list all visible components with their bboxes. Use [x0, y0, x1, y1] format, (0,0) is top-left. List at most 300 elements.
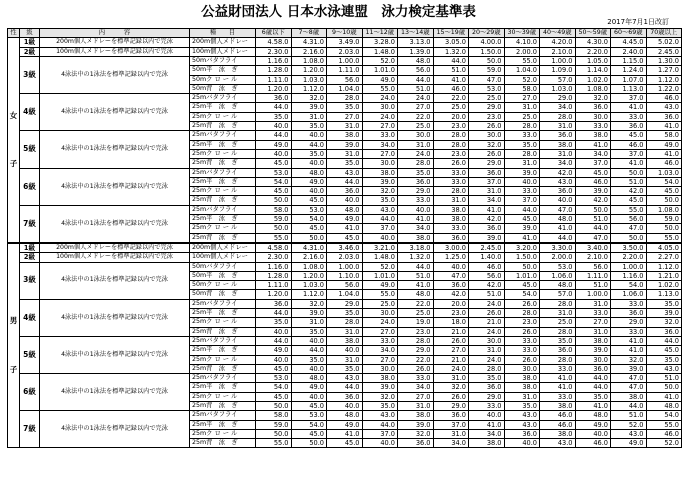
event-cell: 25mク ロ ー ル [190, 112, 256, 121]
time-cell: 2.45.0 [469, 243, 505, 253]
time-cell: 2.10.0 [575, 253, 611, 262]
time-cell: 45.0 [611, 196, 647, 205]
time-cell: 23.0 [504, 318, 540, 327]
header-cell: 60〜69歳 [611, 29, 647, 38]
time-cell: 29.0 [540, 94, 576, 103]
time-cell: 19.0 [398, 318, 434, 327]
time-cell: 1.11.0 [256, 75, 292, 84]
grade-cell: 1級 [20, 243, 40, 253]
header-cell: 30〜39歳 [504, 29, 540, 38]
time-cell: 1.21.0 [646, 271, 682, 280]
time-cell: 49.0 [291, 383, 327, 392]
time-cell: 40.0 [327, 401, 363, 410]
time-cell: 28.0 [327, 318, 363, 327]
time-cell: 38.0 [433, 205, 469, 214]
time-cell: 1.16.0 [256, 262, 292, 271]
time-cell: 44.0 [256, 309, 292, 318]
event-cell: 50m平 泳 ぎ [190, 271, 256, 280]
event-cell: 25m平 泳 ぎ [190, 420, 256, 429]
time-cell: 32.0 [291, 94, 327, 103]
time-cell: 51.0 [611, 411, 647, 420]
time-cell: 40.0 [327, 346, 363, 355]
time-cell: 38.0 [611, 392, 647, 401]
time-cell: 48.0 [327, 205, 363, 214]
time-cell: 27.0 [362, 149, 398, 158]
time-cell: 2.40.0 [611, 47, 647, 56]
time-cell: 37.0 [433, 420, 469, 429]
time-cell: 3.46.0 [327, 243, 363, 253]
time-cell: 30.0 [504, 364, 540, 373]
event-cell: 25m背 泳 ぎ [190, 401, 256, 410]
time-cell: 45.0 [327, 233, 363, 243]
sex-char: 子 [9, 364, 18, 374]
event-cell: 25mク ロ ー ル [190, 429, 256, 438]
time-cell: 22.0 [398, 355, 434, 364]
time-cell: 23.0 [433, 309, 469, 318]
time-cell: 35.0 [291, 355, 327, 364]
time-cell: 1.24.0 [611, 66, 647, 75]
time-cell: 27.0 [433, 346, 469, 355]
time-cell: 41.0 [575, 401, 611, 410]
event-cell: 25m平 泳 ぎ [190, 215, 256, 224]
event-cell: 25mク ロ ー ル [190, 355, 256, 364]
time-cell: 48.0 [327, 411, 363, 420]
header-cell: 種 目 [190, 29, 256, 38]
time-cell: 50.0 [256, 429, 292, 438]
event-cell: 25mク ロ ー ル [190, 318, 256, 327]
time-cell: 50.0 [256, 196, 292, 205]
time-cell: 33.0 [611, 112, 647, 121]
time-cell: 3.50.0 [611, 243, 647, 253]
time-cell: 33.0 [398, 374, 434, 383]
event-cell: 25mバタフライ [190, 168, 256, 177]
time-cell: 31.0 [540, 149, 576, 158]
time-cell: 32.0 [291, 299, 327, 308]
time-cell: 1.00.0 [540, 57, 576, 66]
time-cell: 1.22.0 [646, 84, 682, 93]
time-cell: 37.0 [611, 94, 647, 103]
time-cell: 50.0 [575, 205, 611, 214]
table-row [8, 131, 682, 140]
time-cell: 25.0 [398, 122, 434, 131]
event-cell: 25m背 泳 ぎ [190, 159, 256, 168]
time-cell: 29.0 [469, 103, 505, 112]
time-cell: 43.0 [540, 439, 576, 448]
time-cell: 33.0 [433, 177, 469, 186]
time-cell: 1.39.0 [398, 47, 434, 56]
time-cell: 45.0 [291, 224, 327, 233]
time-cell: 59.0 [256, 215, 292, 224]
time-cell: 35.0 [327, 309, 363, 318]
time-cell: 42.0 [540, 168, 576, 177]
time-cell: 36.0 [327, 392, 363, 401]
grade-cell: 1級 [20, 38, 40, 47]
time-cell: 37.0 [575, 159, 611, 168]
sex-cell [8, 38, 20, 243]
content-cell: 4泳法中の1泳法を標準記録以内で完泳 [40, 299, 190, 336]
grade-cell: 2級 [20, 253, 40, 262]
event-cell: 25mバタフライ [190, 205, 256, 214]
grade-cell: 7級 [20, 411, 40, 448]
event-cell: 25m平 泳 ぎ [190, 103, 256, 112]
time-cell: 46.0 [433, 84, 469, 93]
time-cell: 36.0 [540, 131, 576, 140]
time-cell: 36.0 [433, 411, 469, 420]
time-cell: 34.0 [433, 439, 469, 448]
time-cell: 1.08.0 [575, 84, 611, 93]
time-cell: 35.0 [256, 112, 292, 121]
time-cell: 41.0 [611, 336, 647, 345]
time-cell: 54.0 [291, 420, 327, 429]
time-cell: 36.0 [327, 187, 363, 196]
time-cell: 42.0 [469, 281, 505, 290]
time-cell: 33.0 [504, 131, 540, 140]
time-cell: 41.0 [611, 159, 647, 168]
time-cell: 1.01.0 [362, 66, 398, 75]
time-cell: 35.0 [327, 364, 363, 373]
time-cell: 40.0 [291, 131, 327, 140]
time-cell: 1.12.0 [291, 84, 327, 93]
time-cell: 34.0 [540, 103, 576, 112]
event-cell: 50m背 泳 ぎ [190, 84, 256, 93]
time-cell: 40.0 [504, 177, 540, 186]
time-cell: 33.0 [433, 168, 469, 177]
time-cell: 54.0 [504, 290, 540, 299]
time-cell: 21.0 [433, 327, 469, 336]
time-cell: 50.0 [291, 439, 327, 448]
time-cell: 32.0 [469, 140, 505, 149]
time-cell: 47.0 [469, 75, 505, 84]
time-cell: 43.0 [362, 411, 398, 420]
time-cell: 31.0 [433, 429, 469, 438]
time-cell: 48.0 [575, 411, 611, 420]
time-cell: 41.0 [327, 429, 363, 438]
time-cell: 38.0 [362, 374, 398, 383]
time-cell: 40.0 [327, 196, 363, 205]
time-cell: 30.0 [362, 103, 398, 112]
header-cell: 70歳以上 [646, 29, 682, 38]
time-cell: 2.00.0 [504, 47, 540, 56]
time-cell: 48.0 [291, 374, 327, 383]
time-cell: 52.0 [646, 439, 682, 448]
time-cell: 27.0 [362, 355, 398, 364]
content-cell: 100m個人メドレーを標準記録以内で完泳 [40, 47, 190, 56]
time-cell: 32.0 [575, 94, 611, 103]
time-cell: 38.0 [575, 131, 611, 140]
time-cell: 4.31.0 [291, 38, 327, 47]
time-cell: 1.15.0 [611, 57, 647, 66]
time-cell: 37.0 [469, 177, 505, 186]
time-cell: 39.0 [469, 233, 505, 243]
time-cell: 28.0 [327, 94, 363, 103]
time-cell: 56.0 [469, 271, 505, 280]
content-cell: 4泳法中の1泳法を標準記録以内で完泳 [40, 374, 190, 411]
time-cell: 41.0 [327, 224, 363, 233]
time-cell: 1.12.0 [646, 262, 682, 271]
time-cell: 26.0 [504, 299, 540, 308]
time-cell: 55.0 [256, 439, 292, 448]
time-cell: 38.0 [469, 439, 505, 448]
content-cell: 200m個人メドレーを標準記録以内で完泳 [40, 243, 190, 253]
time-cell: 33.0 [504, 187, 540, 196]
table-row [8, 57, 682, 66]
time-cell: 40.0 [256, 355, 292, 364]
time-cell: 35.0 [504, 140, 540, 149]
time-cell: 45.0 [646, 187, 682, 196]
time-cell: 35.0 [362, 196, 398, 205]
time-cell: 56.0 [575, 262, 611, 271]
time-cell: 21.0 [433, 355, 469, 364]
time-cell: 59.0 [469, 66, 505, 75]
time-cell: 33.0 [575, 309, 611, 318]
sex-char: 男 [9, 316, 18, 326]
time-cell: 33.0 [504, 336, 540, 345]
time-cell: 46.0 [646, 429, 682, 438]
time-cell: 1.00.0 [611, 262, 647, 271]
time-cell: 31.0 [504, 103, 540, 112]
time-cell: 56.0 [327, 75, 363, 84]
time-cell: 1.11.0 [575, 271, 611, 280]
time-cell: 38.0 [327, 131, 363, 140]
sex-char: 子 [9, 159, 18, 169]
time-cell: 40.0 [256, 149, 292, 158]
time-cell: 22.0 [398, 299, 434, 308]
table-row [8, 336, 682, 345]
time-cell: 36.0 [469, 168, 505, 177]
time-cell: 26.0 [433, 336, 469, 345]
header-row [8, 29, 682, 38]
time-cell: 27.0 [327, 112, 363, 121]
time-cell: 52.0 [362, 262, 398, 271]
time-cell: 38.0 [362, 168, 398, 177]
time-cell: 41.0 [398, 215, 434, 224]
time-cell: 27.0 [362, 122, 398, 131]
time-cell: 49.0 [575, 420, 611, 429]
time-cell: 28.0 [469, 364, 505, 373]
time-cell: 44.0 [256, 131, 292, 140]
time-cell: 39.0 [575, 187, 611, 196]
time-cell: 26.0 [398, 364, 434, 373]
time-cell: 22.0 [398, 112, 434, 121]
time-cell: 22.0 [433, 94, 469, 103]
content-cell: 4泳法中の1泳法を標準記録以内で完泳 [40, 411, 190, 448]
time-cell: 41.0 [646, 149, 682, 158]
time-cell: 40.0 [540, 196, 576, 205]
time-cell: 34.0 [469, 429, 505, 438]
time-cell: 39.0 [398, 420, 434, 429]
time-cell: 2.03.0 [327, 253, 363, 262]
content-cell: 4泳法中の1泳法を標準記録以内で完泳 [40, 262, 190, 299]
time-cell: 27.0 [398, 103, 434, 112]
time-cell: 36.0 [575, 364, 611, 373]
time-cell: 1.08.0 [291, 57, 327, 66]
time-cell: 28.0 [540, 299, 576, 308]
time-cell: 59.0 [256, 420, 292, 429]
time-cell: 35.0 [646, 299, 682, 308]
header-cell: 20〜29歳 [469, 29, 505, 38]
time-cell: 49.0 [291, 177, 327, 186]
time-cell: 50.0 [256, 401, 292, 410]
time-cell: 4.10.0 [504, 38, 540, 47]
time-cell: 31.0 [540, 122, 576, 131]
event-cell: 25mバタフライ [190, 411, 256, 420]
time-cell: 31.0 [504, 159, 540, 168]
event-cell: 25mバタフライ [190, 299, 256, 308]
time-cell: 33.0 [540, 364, 576, 373]
time-cell: 1.00.0 [327, 57, 363, 66]
time-cell: 34.0 [540, 159, 576, 168]
content-cell: 4泳法中の1泳法を標準記録以内で完泳 [40, 94, 190, 131]
time-cell: 1.28.0 [256, 66, 292, 75]
time-cell: 29.0 [398, 346, 434, 355]
table-row [8, 411, 682, 420]
time-cell: 41.0 [611, 346, 647, 355]
time-cell: 1.20.0 [256, 290, 292, 299]
standards-table [7, 28, 682, 448]
time-cell: 44.0 [398, 75, 434, 84]
sex-label [8, 317, 19, 374]
time-cell: 31.0 [327, 149, 363, 158]
time-cell: 45.0 [291, 429, 327, 438]
time-cell: 39.0 [646, 309, 682, 318]
event-cell: 50m背 泳 ぎ [190, 290, 256, 299]
time-cell: 41.0 [398, 281, 434, 290]
time-cell: 25.0 [504, 112, 540, 121]
time-cell: 56.0 [611, 215, 647, 224]
time-cell: 38.0 [398, 411, 434, 420]
time-cell: 43.0 [504, 411, 540, 420]
time-cell: 25.0 [540, 318, 576, 327]
event-cell: 25mク ロ ー ル [190, 392, 256, 401]
time-cell: 1.32.0 [433, 47, 469, 56]
time-cell: 38.0 [504, 383, 540, 392]
time-cell: 25.0 [469, 94, 505, 103]
time-cell: 24.0 [469, 327, 505, 336]
time-cell: 43.0 [646, 103, 682, 112]
time-cell: 44.0 [433, 57, 469, 66]
time-cell: 38.0 [540, 401, 576, 410]
time-cell: 26.0 [469, 149, 505, 158]
time-cell: 54.0 [256, 177, 292, 186]
time-cell: 1.06.0 [540, 271, 576, 280]
time-cell: 40.0 [504, 439, 540, 448]
time-cell: 35.0 [327, 103, 363, 112]
event-cell: 25m平 泳 ぎ [190, 346, 256, 355]
time-cell: 42.0 [469, 215, 505, 224]
content-cell: 100m個人メドレーを標準記録以内で完泳 [40, 253, 190, 262]
doc-title: 公益財団法人 日本水泳連盟 泳力検定基準表 [201, 4, 476, 20]
time-cell: 49.0 [327, 420, 363, 429]
time-cell: 1.11.0 [256, 281, 292, 290]
time-cell: 49.0 [646, 140, 682, 149]
time-cell: 48.0 [291, 168, 327, 177]
time-cell: 33.0 [398, 196, 434, 205]
time-cell: 3.30.0 [540, 243, 576, 253]
event-cell: 25m背 泳 ぎ [190, 196, 256, 205]
time-cell: 34.0 [362, 346, 398, 355]
time-cell: 45.0 [575, 168, 611, 177]
time-cell: 26.0 [433, 392, 469, 401]
time-cell: 40.0 [291, 187, 327, 196]
time-cell: 1.20.0 [291, 271, 327, 280]
time-cell: 28.0 [540, 327, 576, 336]
time-cell: 27.0 [362, 327, 398, 336]
time-cell: 27.0 [398, 392, 434, 401]
time-cell: 57.0 [540, 75, 576, 84]
time-cell: 41.0 [540, 383, 576, 392]
time-cell: 31.0 [327, 122, 363, 131]
time-cell: 53.0 [256, 374, 292, 383]
header-cell: 13〜14歳 [398, 29, 434, 38]
time-cell: 46.0 [575, 439, 611, 448]
time-cell: 1.10.0 [327, 271, 363, 280]
time-cell: 49.0 [256, 346, 292, 355]
time-cell: 3.28.0 [362, 38, 398, 47]
time-cell: 29.0 [398, 187, 434, 196]
time-cell: 1.04.0 [327, 84, 363, 93]
time-cell: 36.0 [646, 327, 682, 336]
time-cell: 49.0 [362, 75, 398, 84]
time-cell: 2.16.0 [291, 253, 327, 262]
time-cell: 28.0 [398, 159, 434, 168]
time-cell: 41.0 [504, 233, 540, 243]
event-cell: 25mバタフライ [190, 374, 256, 383]
time-cell: 43.0 [362, 205, 398, 214]
time-cell: 1.28.0 [256, 271, 292, 280]
time-cell: 44.0 [646, 336, 682, 345]
time-cell: 24.0 [362, 318, 398, 327]
time-cell: 46.0 [540, 420, 576, 429]
grade-cell: 4級 [20, 299, 40, 336]
time-cell: 50.0 [504, 262, 540, 271]
time-cell: 38.0 [540, 429, 576, 438]
time-cell: 1.11.0 [327, 66, 363, 75]
time-cell: 1.03.0 [646, 168, 682, 177]
time-cell: 1.14.0 [575, 66, 611, 75]
time-cell: 28.0 [504, 149, 540, 158]
table-row [8, 299, 682, 308]
time-cell: 55.0 [646, 420, 682, 429]
time-cell: 32.0 [398, 429, 434, 438]
table-row [8, 94, 682, 103]
time-cell: 3.05.0 [433, 38, 469, 47]
event-cell: 50mバタフライ [190, 262, 256, 271]
time-cell: 31.0 [398, 140, 434, 149]
time-cell: 40.0 [291, 159, 327, 168]
time-cell: 33.0 [611, 299, 647, 308]
time-cell: 51.0 [611, 177, 647, 186]
grade-cell: 2級 [20, 47, 40, 56]
time-cell: 41.0 [540, 224, 576, 233]
time-cell: 1.09.0 [540, 66, 576, 75]
time-cell: 3.40.0 [575, 243, 611, 253]
time-cell: 2.10.0 [540, 47, 576, 56]
time-cell: 35.0 [327, 159, 363, 168]
time-cell: 36.0 [504, 429, 540, 438]
time-cell: 48.0 [398, 57, 434, 66]
time-cell: 33.0 [362, 336, 398, 345]
time-cell: 36.0 [256, 94, 292, 103]
header-cell: 15〜19歳 [433, 29, 469, 38]
time-cell: 29.0 [327, 299, 363, 308]
time-cell: 44.0 [256, 103, 292, 112]
time-cell: 36.0 [646, 112, 682, 121]
time-cell: 18.0 [433, 318, 469, 327]
time-cell: 4.20.0 [540, 38, 576, 47]
time-cell: 42.0 [611, 187, 647, 196]
time-cell: 53.0 [291, 205, 327, 214]
time-cell: 40.0 [256, 122, 292, 131]
